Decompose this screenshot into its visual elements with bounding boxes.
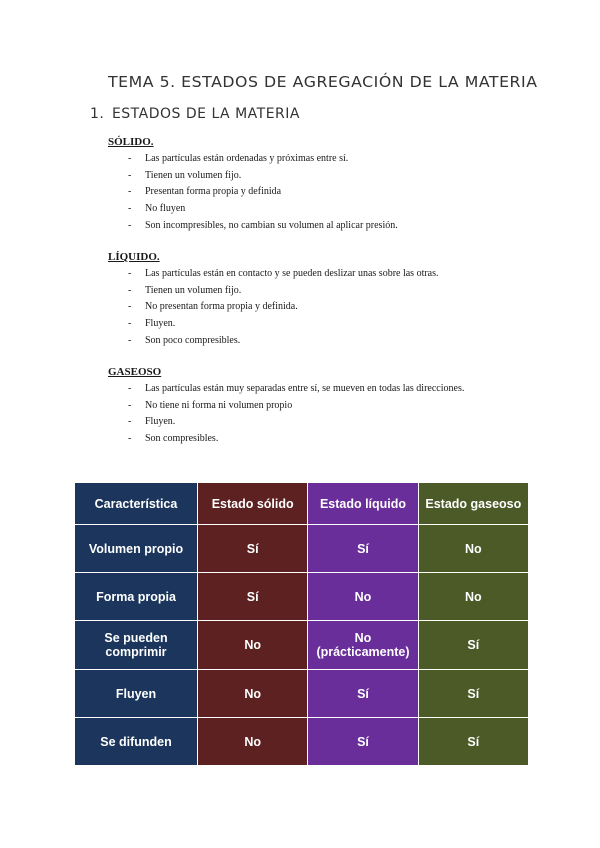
cell-gas: Sí [418,718,528,766]
table-row [75,525,529,573]
header-gas: Estado gaseoso [418,483,528,525]
solid-list [108,151,398,235]
row-label: Fluyen [75,670,198,718]
list-item: - Presentan forma propia y definida [108,184,398,201]
row-label: Se pueden comprimir [75,621,198,670]
table-row [75,670,529,718]
cell-liquid: Sí [308,718,418,766]
cell-liquid: No (prácticamente) [308,621,418,670]
cell-solid: Sí [198,525,308,573]
section-heading-number: 1. [90,106,105,122]
table-row [75,718,529,766]
list-item: - No presentan forma propia y definida. [108,299,439,316]
cell-solid: Sí [198,573,308,621]
list-item: - No fluyen [108,201,398,218]
section-heading [90,106,300,122]
list-item: - Las partículas están en contacto y se pueden deslizar unas sobre las otras. [108,266,439,283]
row-label: Se difunden [75,718,198,766]
list-item: - Fluyen. [108,316,439,333]
gas-section-title: GASEOSO [108,366,162,378]
cell-gas: Sí [418,670,528,718]
cell-gas: Sí [418,621,528,670]
solid-section [108,136,398,235]
list-item: - Las partículas están muy separadas entre sí, se mueven en todas las direcciones. [108,381,464,398]
cell-gas: No [418,525,528,573]
list-item: - Las partículas están ordenadas y próximas entre sí. [108,151,398,168]
list-item: - No tiene ni forma ni volumen propio [108,398,464,415]
cell-liquid: Sí [308,670,418,718]
list-item: - Son compresibles. [108,431,464,448]
header-characteristic: Característica [75,483,198,525]
cell-solid: No [198,621,308,670]
header-solid: Estado sólido [198,483,308,525]
list-item: - Son poco compresibles. [108,333,439,350]
list-item: - Son incompresibles, no cambian su volumen al aplicar presión. [108,218,398,235]
row-label: Forma propia [75,573,198,621]
document-title: TEMA 5. ESTADOS DE AGREGACIÓN DE LA MATERIA [108,73,538,91]
liquid-list [108,266,439,350]
header-liquid: Estado líquido [308,483,418,525]
states-comparison-table [74,482,529,766]
solid-section-title: SÓLIDO. [108,136,154,148]
table-header-row [75,483,529,525]
gas-section [108,366,464,448]
gas-list [108,381,464,448]
cell-solid: No [198,670,308,718]
cell-gas: No [418,573,528,621]
list-item: - Tienen un volumen fijo. [108,283,439,300]
liquid-section [108,251,439,350]
cell-liquid: No [308,573,418,621]
list-item: - Fluyen. [108,414,464,431]
cell-liquid: Sí [308,525,418,573]
liquid-section-title: LÍQUIDO. [108,251,160,263]
table-row [75,573,529,621]
cell-solid: No [198,718,308,766]
list-item: - Tienen un volumen fijo. [108,168,398,185]
row-label: Volumen propio [75,525,198,573]
table-row [75,621,529,670]
section-heading-text: ESTADOS DE LA MATERIA [111,106,300,122]
